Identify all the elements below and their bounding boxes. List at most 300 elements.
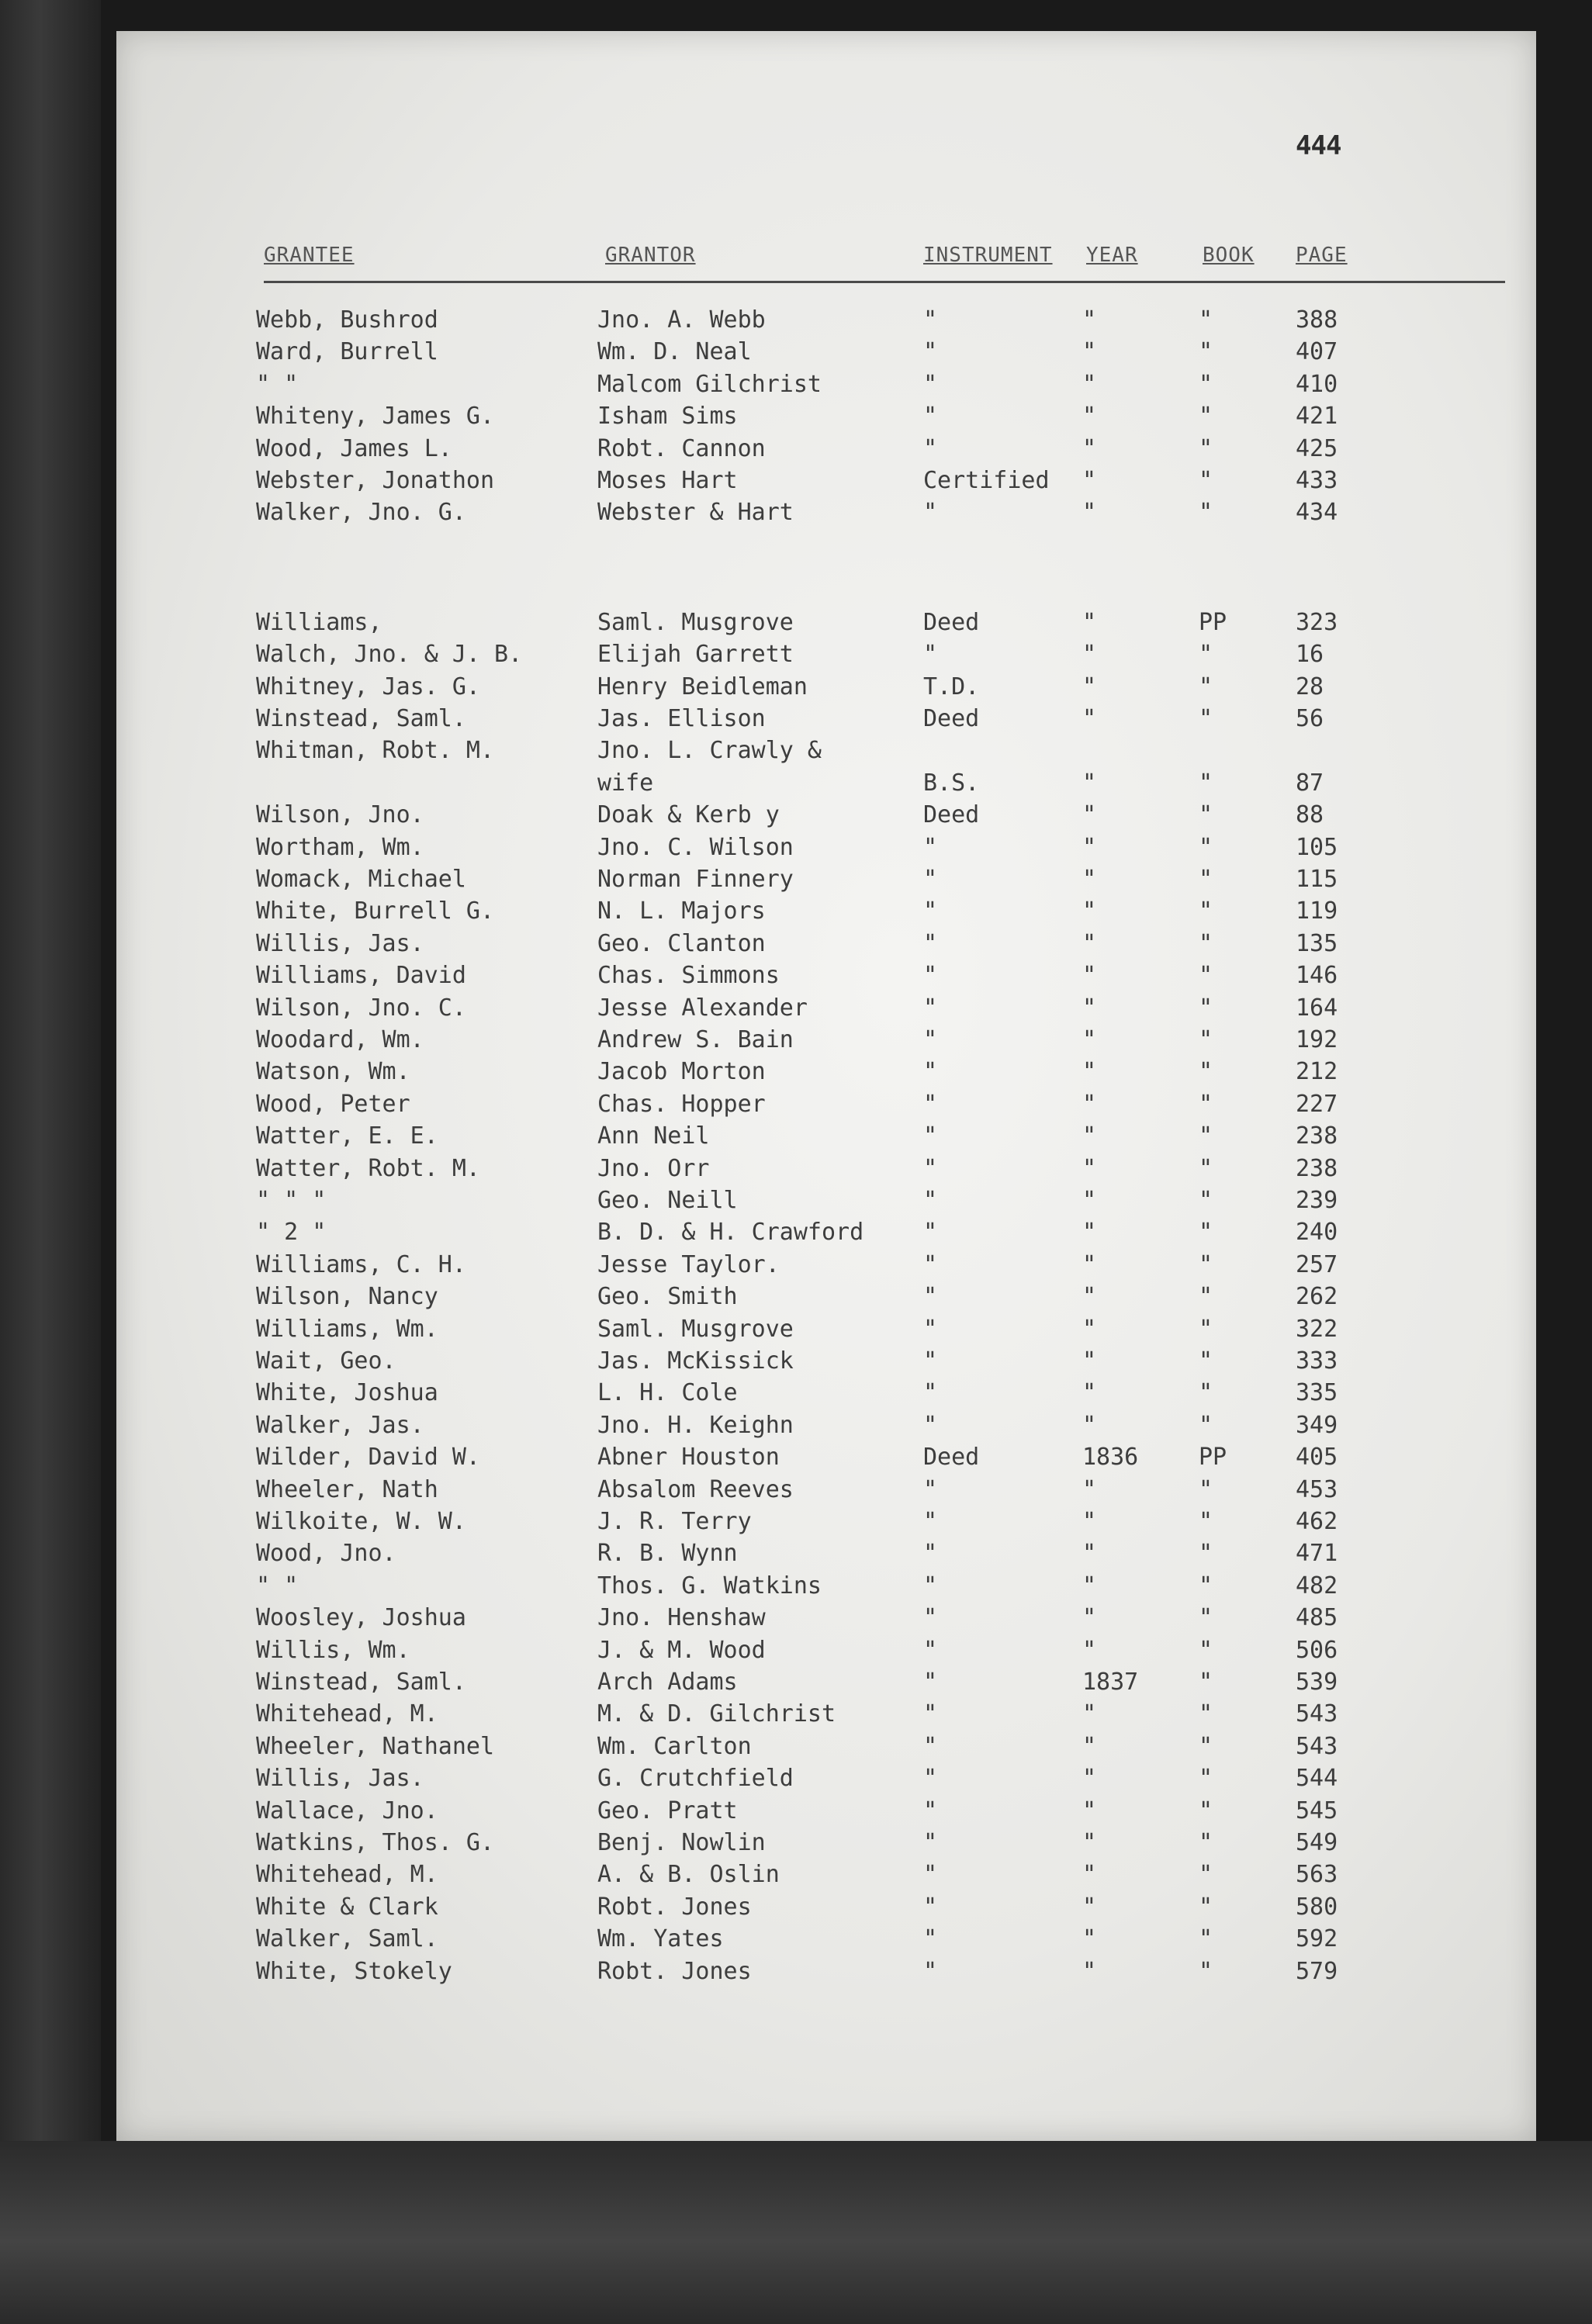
- book-cell: ": [1199, 1154, 1213, 1182]
- instrument-cell: ": [923, 1669, 938, 1696]
- page-cell: 227: [1296, 1090, 1338, 1118]
- year-cell: ": [1082, 1058, 1097, 1086]
- table-row: [116, 1891, 1536, 1924]
- year-cell: ": [1082, 499, 1097, 527]
- header-grantee: GRANTEE: [264, 244, 355, 267]
- table-row: [116, 400, 1536, 433]
- table-row: [116, 496, 1536, 529]
- grantee-cell: Williams, David: [256, 962, 466, 990]
- grantor-cell: Malcom Gilchrist: [597, 370, 822, 398]
- page-cell: 407: [1296, 338, 1338, 366]
- table-row: [116, 1216, 1536, 1249]
- grantee-cell: Wheeler, Nathanel: [256, 1732, 495, 1760]
- book-cell: ": [1199, 434, 1213, 462]
- page-cell: 28: [1296, 673, 1324, 700]
- table-row: [116, 1441, 1536, 1474]
- year-cell: ": [1082, 705, 1097, 732]
- table-row: [116, 960, 1536, 992]
- grantee-cell: Whitehead, M.: [256, 1700, 438, 1728]
- table-row: [116, 1184, 1536, 1217]
- instrument-cell: ": [923, 1315, 938, 1343]
- instrument-cell: ": [923, 1829, 938, 1856]
- table-row: [116, 1666, 1536, 1699]
- page-cell: 462: [1296, 1508, 1338, 1535]
- grantee-cell: Winstead, Saml.: [256, 1669, 466, 1696]
- year-cell: ": [1082, 962, 1097, 990]
- instrument-cell: ": [923, 1058, 938, 1086]
- page-cell: 543: [1296, 1732, 1338, 1760]
- book-cell: ": [1199, 929, 1213, 957]
- year-cell: ": [1082, 608, 1097, 636]
- instrument-cell: ": [923, 1411, 938, 1439]
- book-cell: ": [1199, 994, 1213, 1022]
- instrument-cell: Deed: [923, 705, 980, 732]
- book-cell: ": [1199, 866, 1213, 893]
- grantee-cell: Wilson, Jno.: [256, 801, 424, 829]
- grantee-cell: " ": [256, 370, 299, 398]
- grantee-cell: White, Stokely: [256, 1957, 452, 1985]
- book-cell: ": [1199, 1122, 1213, 1150]
- grantor-cell: Wm. Yates: [597, 1925, 724, 1953]
- grantee-cell: Walch, Jno. & J. B.: [256, 641, 523, 669]
- year-cell: ": [1082, 1732, 1097, 1760]
- grantor-cell: Jno. Orr: [597, 1154, 710, 1182]
- binder-edge: [0, 0, 101, 2324]
- table-row: [116, 1120, 1536, 1153]
- year-cell: ": [1082, 467, 1097, 494]
- grantor-cell: Elijah Garrett: [597, 641, 794, 669]
- table-row: [116, 1859, 1536, 1891]
- table-row: [116, 336, 1536, 368]
- grantor-cell: A. & B. Oslin: [597, 1861, 780, 1889]
- instrument-cell: ": [923, 403, 938, 431]
- page-cell: 482: [1296, 1572, 1338, 1599]
- year-cell: ": [1082, 403, 1097, 431]
- year-cell: ": [1082, 1893, 1097, 1921]
- book-cell: ": [1199, 801, 1213, 829]
- book-cell: ": [1199, 370, 1213, 398]
- book-cell: ": [1199, 833, 1213, 861]
- grantor-cell: Ann Neil: [597, 1122, 710, 1150]
- table-row: [116, 928, 1536, 960]
- page-cell: 545: [1296, 1797, 1338, 1824]
- page-cell: 563: [1296, 1861, 1338, 1889]
- book-cell: ": [1199, 1090, 1213, 1118]
- table-row: [116, 735, 1536, 767]
- book-cell: ": [1199, 705, 1213, 732]
- page-cell: 349: [1296, 1411, 1338, 1439]
- instrument-cell: Deed: [923, 801, 980, 829]
- table-row: [116, 465, 1536, 497]
- grantee-cell: Wood, James L.: [256, 434, 452, 462]
- page-cell: 580: [1296, 1893, 1338, 1921]
- grantee-cell: Watkins, Thos. G.: [256, 1829, 495, 1856]
- book-cell: ": [1199, 1315, 1213, 1343]
- instrument-cell: ": [923, 1379, 938, 1407]
- table-row: [116, 1762, 1536, 1795]
- page-cell: 238: [1296, 1154, 1338, 1182]
- year-cell: ": [1082, 1411, 1097, 1439]
- grantor-cell: Geo. Neill: [597, 1187, 738, 1214]
- page-cell: 87: [1296, 769, 1324, 797]
- book-cell: ": [1199, 1797, 1213, 1824]
- grantor-cell: Jno. Henshaw: [597, 1604, 766, 1632]
- book-cell: ": [1199, 962, 1213, 990]
- instrument-cell: ": [923, 1475, 938, 1503]
- grantee-cell: Webster, Jonathon: [256, 467, 495, 494]
- header-year: YEAR: [1086, 244, 1138, 267]
- year-cell: ": [1082, 1347, 1097, 1375]
- year-cell: ": [1082, 1540, 1097, 1568]
- grantor-cell: G. Crutchfield: [597, 1765, 794, 1793]
- grantee-cell: Watter, E. E.: [256, 1122, 438, 1150]
- instrument-cell: Deed: [923, 608, 980, 636]
- page-cell: 453: [1296, 1475, 1338, 1503]
- instrument-cell: ": [923, 1797, 938, 1824]
- grantor-cell: N. L. Majors: [597, 897, 766, 925]
- grantor-cell: Webster & Hart: [597, 499, 794, 527]
- book-cell: ": [1199, 1187, 1213, 1214]
- page-cell: 539: [1296, 1669, 1338, 1696]
- instrument-cell: ": [923, 1765, 938, 1793]
- book-cell: ": [1199, 1957, 1213, 1985]
- instrument-cell: ": [923, 1219, 938, 1247]
- year-cell: ": [1082, 801, 1097, 829]
- table-row: [116, 1923, 1536, 1956]
- instrument-cell: B.S.: [923, 769, 980, 797]
- year-cell: ": [1082, 434, 1097, 462]
- grantee-cell: Willis, Wm.: [256, 1636, 410, 1664]
- year-cell: ": [1082, 1829, 1097, 1856]
- page-cell: 388: [1296, 306, 1338, 334]
- page-cell: 119: [1296, 897, 1338, 925]
- grantee-cell: Williams, C. H.: [256, 1250, 466, 1278]
- year-cell: ": [1082, 673, 1097, 700]
- instrument-cell: ": [923, 1250, 938, 1278]
- grantor-cell: Jas. McKissick: [597, 1347, 794, 1375]
- table-row: [116, 1827, 1536, 1859]
- year-cell: 1836: [1082, 1444, 1139, 1472]
- grantor-cell: Abner Houston: [597, 1444, 780, 1472]
- book-cell: ": [1199, 1058, 1213, 1086]
- year-cell: ": [1082, 1379, 1097, 1407]
- grantee-cell: Wilder, David W.: [256, 1444, 480, 1472]
- table-row: [116, 863, 1536, 896]
- table-row: [116, 368, 1536, 401]
- page-cell: 471: [1296, 1540, 1338, 1568]
- instrument-cell: ": [923, 929, 938, 957]
- instrument-cell: ": [923, 1604, 938, 1632]
- book-cell: ": [1199, 1540, 1213, 1568]
- table-row: [116, 1698, 1536, 1731]
- grantee-cell: Watter, Robt. M.: [256, 1154, 480, 1182]
- grantee-cell: Wilson, Jno. C.: [256, 994, 466, 1022]
- grantor-cell: Jno. C. Wilson: [597, 833, 794, 861]
- year-cell: ": [1082, 370, 1097, 398]
- book-cell: ": [1199, 769, 1213, 797]
- grantee-cell: Whiteny, James G.: [256, 403, 495, 431]
- grantee-cell: " " ": [256, 1187, 327, 1214]
- table-row: [116, 832, 1536, 864]
- page-cell: 544: [1296, 1765, 1338, 1793]
- grantee-cell: White, Joshua: [256, 1379, 438, 1407]
- grantee-cell: Womack, Michael: [256, 866, 466, 893]
- instrument-cell: ": [923, 866, 938, 893]
- table-row: [116, 1313, 1536, 1346]
- page-cell: 164: [1296, 994, 1338, 1022]
- table-row: [116, 1088, 1536, 1121]
- instrument-cell: T.D.: [923, 673, 980, 700]
- grantor-cell: Jno. H. Keighn: [597, 1411, 794, 1439]
- table-row: [116, 1506, 1536, 1538]
- grantor-cell: J. R. Terry: [597, 1508, 752, 1535]
- page-cell: 238: [1296, 1122, 1338, 1150]
- grantee-cell: Wood, Jno.: [256, 1540, 396, 1568]
- page-cell: 549: [1296, 1829, 1338, 1856]
- instrument-cell: ": [923, 1893, 938, 1921]
- grantor-cell: Jesse Taylor.: [597, 1250, 780, 1278]
- grantee-cell: Whitman, Robt. M.: [256, 737, 495, 765]
- year-cell: ": [1082, 1090, 1097, 1118]
- table-row: [116, 1731, 1536, 1763]
- page-cell: 333: [1296, 1347, 1338, 1375]
- year-cell: ": [1082, 1604, 1097, 1632]
- table-row: [116, 1795, 1536, 1828]
- page-cell: 543: [1296, 1700, 1338, 1728]
- grantor-cell: Jesse Alexander: [597, 994, 808, 1022]
- instrument-cell: ": [923, 1700, 938, 1728]
- year-cell: ": [1082, 929, 1097, 957]
- grantee-cell: Willis, Jas.: [256, 1765, 424, 1793]
- book-cell: ": [1199, 897, 1213, 925]
- grantee-cell: Whitney, Jas. G.: [256, 673, 480, 700]
- grantor-cell: Jas. Ellison: [597, 705, 766, 732]
- instrument-cell: ": [923, 1154, 938, 1182]
- book-cell: ": [1199, 403, 1213, 431]
- grantor-cell: Saml. Musgrove: [597, 608, 794, 636]
- table-row: [116, 895, 1536, 928]
- instrument-cell: Certified: [923, 467, 1050, 494]
- grantor-cell: Geo. Pratt: [597, 1797, 738, 1824]
- page-cell: 433: [1296, 467, 1338, 494]
- book-cell: ": [1199, 467, 1213, 494]
- table-row: [116, 638, 1536, 671]
- grantee-cell: Winstead, Saml.: [256, 705, 466, 732]
- grantor-cell: Arch Adams: [597, 1669, 738, 1696]
- year-cell: ": [1082, 1797, 1097, 1824]
- year-cell: ": [1082, 1283, 1097, 1311]
- page-cell: 135: [1296, 929, 1338, 957]
- instrument-cell: ": [923, 1347, 938, 1375]
- instrument-cell: ": [923, 962, 938, 990]
- grantee-cell: Wilkoite, W. W.: [256, 1508, 466, 1535]
- instrument-cell: ": [923, 1925, 938, 1953]
- book-cell: ": [1199, 1925, 1213, 1953]
- grantor-cell: Geo. Clanton: [597, 929, 766, 957]
- grantee-cell: " 2 ": [256, 1219, 327, 1247]
- grantor-cell: Moses Hart: [597, 467, 738, 494]
- page-cell: 212: [1296, 1058, 1338, 1086]
- page-cell: 322: [1296, 1315, 1338, 1343]
- page-cell: 105: [1296, 833, 1338, 861]
- instrument-cell: ": [923, 1861, 938, 1889]
- grantor-cell: Jno. L. Crawly &: [597, 737, 822, 765]
- page-cell: 56: [1296, 705, 1324, 732]
- page-cell: 579: [1296, 1957, 1338, 1985]
- header-grantor: GRANTOR: [605, 244, 696, 267]
- grantee-cell: Ward, Burrell: [256, 338, 438, 366]
- grantee-cell: Woosley, Joshua: [256, 1604, 466, 1632]
- book-cell: ": [1199, 1604, 1213, 1632]
- grantor-cell: Chas. Simmons: [597, 962, 780, 990]
- year-cell: 1837: [1082, 1669, 1139, 1696]
- grantee-cell: Walker, Jno. G.: [256, 499, 466, 527]
- grantee-cell: Wheeler, Nath: [256, 1475, 438, 1503]
- year-cell: ": [1082, 306, 1097, 334]
- grantee-cell: Williams, Wm.: [256, 1315, 438, 1343]
- table-row: [116, 1602, 1536, 1634]
- book-cell: ": [1199, 1026, 1213, 1053]
- table-row: [116, 799, 1536, 832]
- year-cell: ": [1082, 641, 1097, 669]
- book-cell: ": [1199, 1411, 1213, 1439]
- table-row: [116, 607, 1536, 639]
- year-cell: ": [1082, 338, 1097, 366]
- year-cell: ": [1082, 1026, 1097, 1053]
- header-instrument: INSTRUMENT: [923, 244, 1053, 267]
- page-cell: 485: [1296, 1604, 1338, 1632]
- scanner-bottom-band: [0, 2141, 1592, 2324]
- instrument-cell: ": [923, 1508, 938, 1535]
- year-cell: ": [1082, 897, 1097, 925]
- instrument-cell: ": [923, 1090, 938, 1118]
- instrument-cell: ": [923, 370, 938, 398]
- grantor-cell: Saml. Musgrove: [597, 1315, 794, 1343]
- page-number: 444: [1296, 130, 1341, 161]
- grantee-cell: Walker, Saml.: [256, 1925, 438, 1953]
- grantor-cell: B. D. & H. Crawford: [597, 1219, 864, 1247]
- grantee-cell: Walker, Jas.: [256, 1411, 424, 1439]
- grantee-cell: White & Clark: [256, 1893, 438, 1921]
- book-cell: ": [1199, 1508, 1213, 1535]
- book-cell: ": [1199, 499, 1213, 527]
- grantee-cell: " ": [256, 1572, 299, 1599]
- index-page: [116, 31, 1536, 2141]
- book-cell: ": [1199, 306, 1213, 334]
- year-cell: ": [1082, 1925, 1097, 1953]
- year-cell: ": [1082, 1508, 1097, 1535]
- instrument-cell: ": [923, 306, 938, 334]
- year-cell: ": [1082, 1636, 1097, 1664]
- year-cell: ": [1082, 1765, 1097, 1793]
- grantor-cell: Henry Beidleman: [597, 673, 808, 700]
- grantee-cell: Wood, Peter: [256, 1090, 410, 1118]
- table-row: [116, 992, 1536, 1025]
- page-cell: 16: [1296, 641, 1324, 669]
- grantor-cell: Robt. Jones: [597, 1893, 752, 1921]
- grantee-cell: Watson, Wm.: [256, 1058, 410, 1086]
- book-cell: ": [1199, 673, 1213, 700]
- instrument-cell: ": [923, 1122, 938, 1150]
- grantor-cell: Thos. G. Watkins: [597, 1572, 822, 1599]
- grantor-cell: J. & M. Wood: [597, 1636, 766, 1664]
- table-row: [116, 1249, 1536, 1281]
- table-row: [116, 1345, 1536, 1378]
- book-cell: ": [1199, 1700, 1213, 1728]
- year-cell: ": [1082, 1219, 1097, 1247]
- year-cell: ": [1082, 769, 1097, 797]
- grantor-cell: Norman Finnery: [597, 866, 794, 893]
- book-cell: ": [1199, 1475, 1213, 1503]
- book-cell: ": [1199, 1829, 1213, 1856]
- book-cell: ": [1199, 1219, 1213, 1247]
- grantor-cell: L. H. Cole: [597, 1379, 738, 1407]
- header-book: BOOK: [1203, 244, 1255, 267]
- page-cell: 192: [1296, 1026, 1338, 1053]
- grantor-cell: Benj. Nowlin: [597, 1829, 766, 1856]
- grantor-cell: Wm. D. Neal: [597, 338, 752, 366]
- book-cell: ": [1199, 1669, 1213, 1696]
- grantor-cell: R. B. Wynn: [597, 1540, 738, 1568]
- page-cell: 506: [1296, 1636, 1338, 1664]
- year-cell: ": [1082, 1154, 1097, 1182]
- book-cell: ": [1199, 641, 1213, 669]
- header-page: PAGE: [1296, 244, 1348, 267]
- grantee-cell: Whitehead, M.: [256, 1861, 438, 1889]
- table-row: [116, 304, 1536, 337]
- book-cell: ": [1199, 1732, 1213, 1760]
- year-cell: ": [1082, 833, 1097, 861]
- book-cell: PP: [1199, 608, 1227, 636]
- table-row: [116, 1570, 1536, 1603]
- page-cell: 592: [1296, 1925, 1338, 1953]
- table-row: [116, 1281, 1536, 1313]
- grantee-cell: Wallace, Jno.: [256, 1797, 438, 1824]
- grantor-cell: Chas. Hopper: [597, 1090, 766, 1118]
- book-cell: ": [1199, 1893, 1213, 1921]
- year-cell: ": [1082, 1250, 1097, 1278]
- grantor-cell: Geo. Smith: [597, 1283, 738, 1311]
- grantee-cell: Woodard, Wm.: [256, 1026, 424, 1053]
- instrument-cell: ": [923, 1540, 938, 1568]
- year-cell: ": [1082, 1187, 1097, 1214]
- book-cell: ": [1199, 1572, 1213, 1599]
- year-cell: ": [1082, 1475, 1097, 1503]
- table-row: [116, 1024, 1536, 1057]
- book-cell: ": [1199, 1636, 1213, 1664]
- instrument-cell: ": [923, 641, 938, 669]
- table-row: [116, 671, 1536, 704]
- grantee-cell: Williams,: [256, 608, 382, 636]
- table-row: [116, 1056, 1536, 1088]
- table-row: [116, 1153, 1536, 1185]
- instrument-cell: ": [923, 994, 938, 1022]
- page-cell: 146: [1296, 962, 1338, 990]
- instrument-cell: ": [923, 338, 938, 366]
- book-cell: PP: [1199, 1444, 1227, 1472]
- instrument-cell: ": [923, 499, 938, 527]
- grantor-cell: Robt. Cannon: [597, 434, 766, 462]
- grantor-cell: Robt. Jones: [597, 1957, 752, 1985]
- instrument-cell: ": [923, 1283, 938, 1311]
- grantor-cell: Isham Sims: [597, 403, 738, 431]
- table-row: [116, 1474, 1536, 1506]
- grantor-cell: Andrew S. Bain: [597, 1026, 794, 1053]
- grantor-cell: M. & D. Gilchrist: [597, 1700, 836, 1728]
- instrument-cell: ": [923, 897, 938, 925]
- page-cell: 335: [1296, 1379, 1338, 1407]
- grantor-cell: Doak & Kerb y: [597, 801, 780, 829]
